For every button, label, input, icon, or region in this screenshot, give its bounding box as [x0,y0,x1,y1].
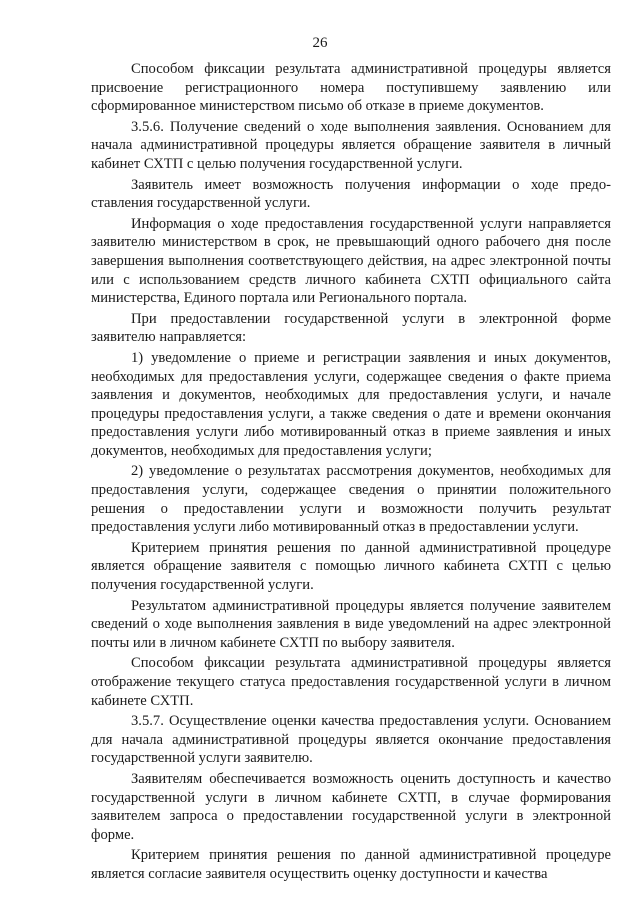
paragraph: Заявителям обеспечивается возможность оценить доступность и качество государственной услуги в личном кабинете СХТП, в случае формирования заявителем запроса о предоставлении государственной услуги в электронной форме. [91,770,611,843]
paragraph: 3.5.6. Получение сведений о ходе выполнения заявления. Основанием для начала административной процедуры является обращение заявителя в личный кабинет СХТП с целью получения государственной услуги. [91,118,611,172]
paragraph: 1) уведомление о приеме и регистрации заявления и иных документов, необходимых для предоставления услуги, содержащее сведения о факте приема заявления и документов, необходимых для предоставления услуги, и начале процедуры предоставления услуги, а также сведения о дате и времени окончания предоставления услуги либо мотивированный отказ в приеме заявления и иных документов, необходимых для предоставления услуги; [91,349,611,459]
paragraph: Результатом административной процедуры является получение заявителем сведений о ходе выполнения заявления в виде уведомлений на адрес электронной почты или в личном кабинете СХТП по выбору заявителя. [91,597,611,651]
document-body [91,60,611,886]
paragraph: 3.5.7. Осуществление оценки качества предоставления услуги. Основанием для начала административной процедуры является окончание предоставления государственной услуги заявителю. [91,713,611,767]
paragraph: Заявитель имеет возможность получения информации о ходе предоставления государственной услуги. [91,176,611,212]
paragraph: Информация о ходе предоставления государственной услуги направляется заявителю министерством в срок, не превышающий одного рабочего дня после завершения выполнения соответствующего действия, на адрес электронной почты или с использованием средств личного кабинета СХТП официального сайта министерства, Единого портала или Регионального портала. [91,215,611,307]
paragraph: 2) уведомление о результатах рассмотрения документов, необходимых для предоставления услуги, содержащее сведения о принятии положительного решения о предоставлении услуги и возможности получить результат предоставления услуги либо мотивированный отказ в предоставлении услуги. [91,463,611,536]
paragraph: Критерием принятия решения по данной административной процедуре является обращение заявителя с помощью личного кабинета СХТП с целью получения государственной услуги. [91,539,611,594]
page-number: 26 [312,35,328,51]
paragraph: Способом фиксации результата административной процедуры является отображение текущего статуса предоставления государственной услуги в личном кабинете СХТП. [91,655,611,709]
paragraph: При предоставлении государственной услуги в электронной форме заявителю направляется: [91,310,611,346]
paragraph: Критерием принятия решения по данной административной процедуре является согласие заявителя осуществить оценку доступности и качества [91,847,611,882]
paragraph: Способом фиксации результата административной процедуры является присвоение регистрационного номера поступившему заявлению или сформированное министерством письмо об отказе в приеме документов. [91,61,611,115]
